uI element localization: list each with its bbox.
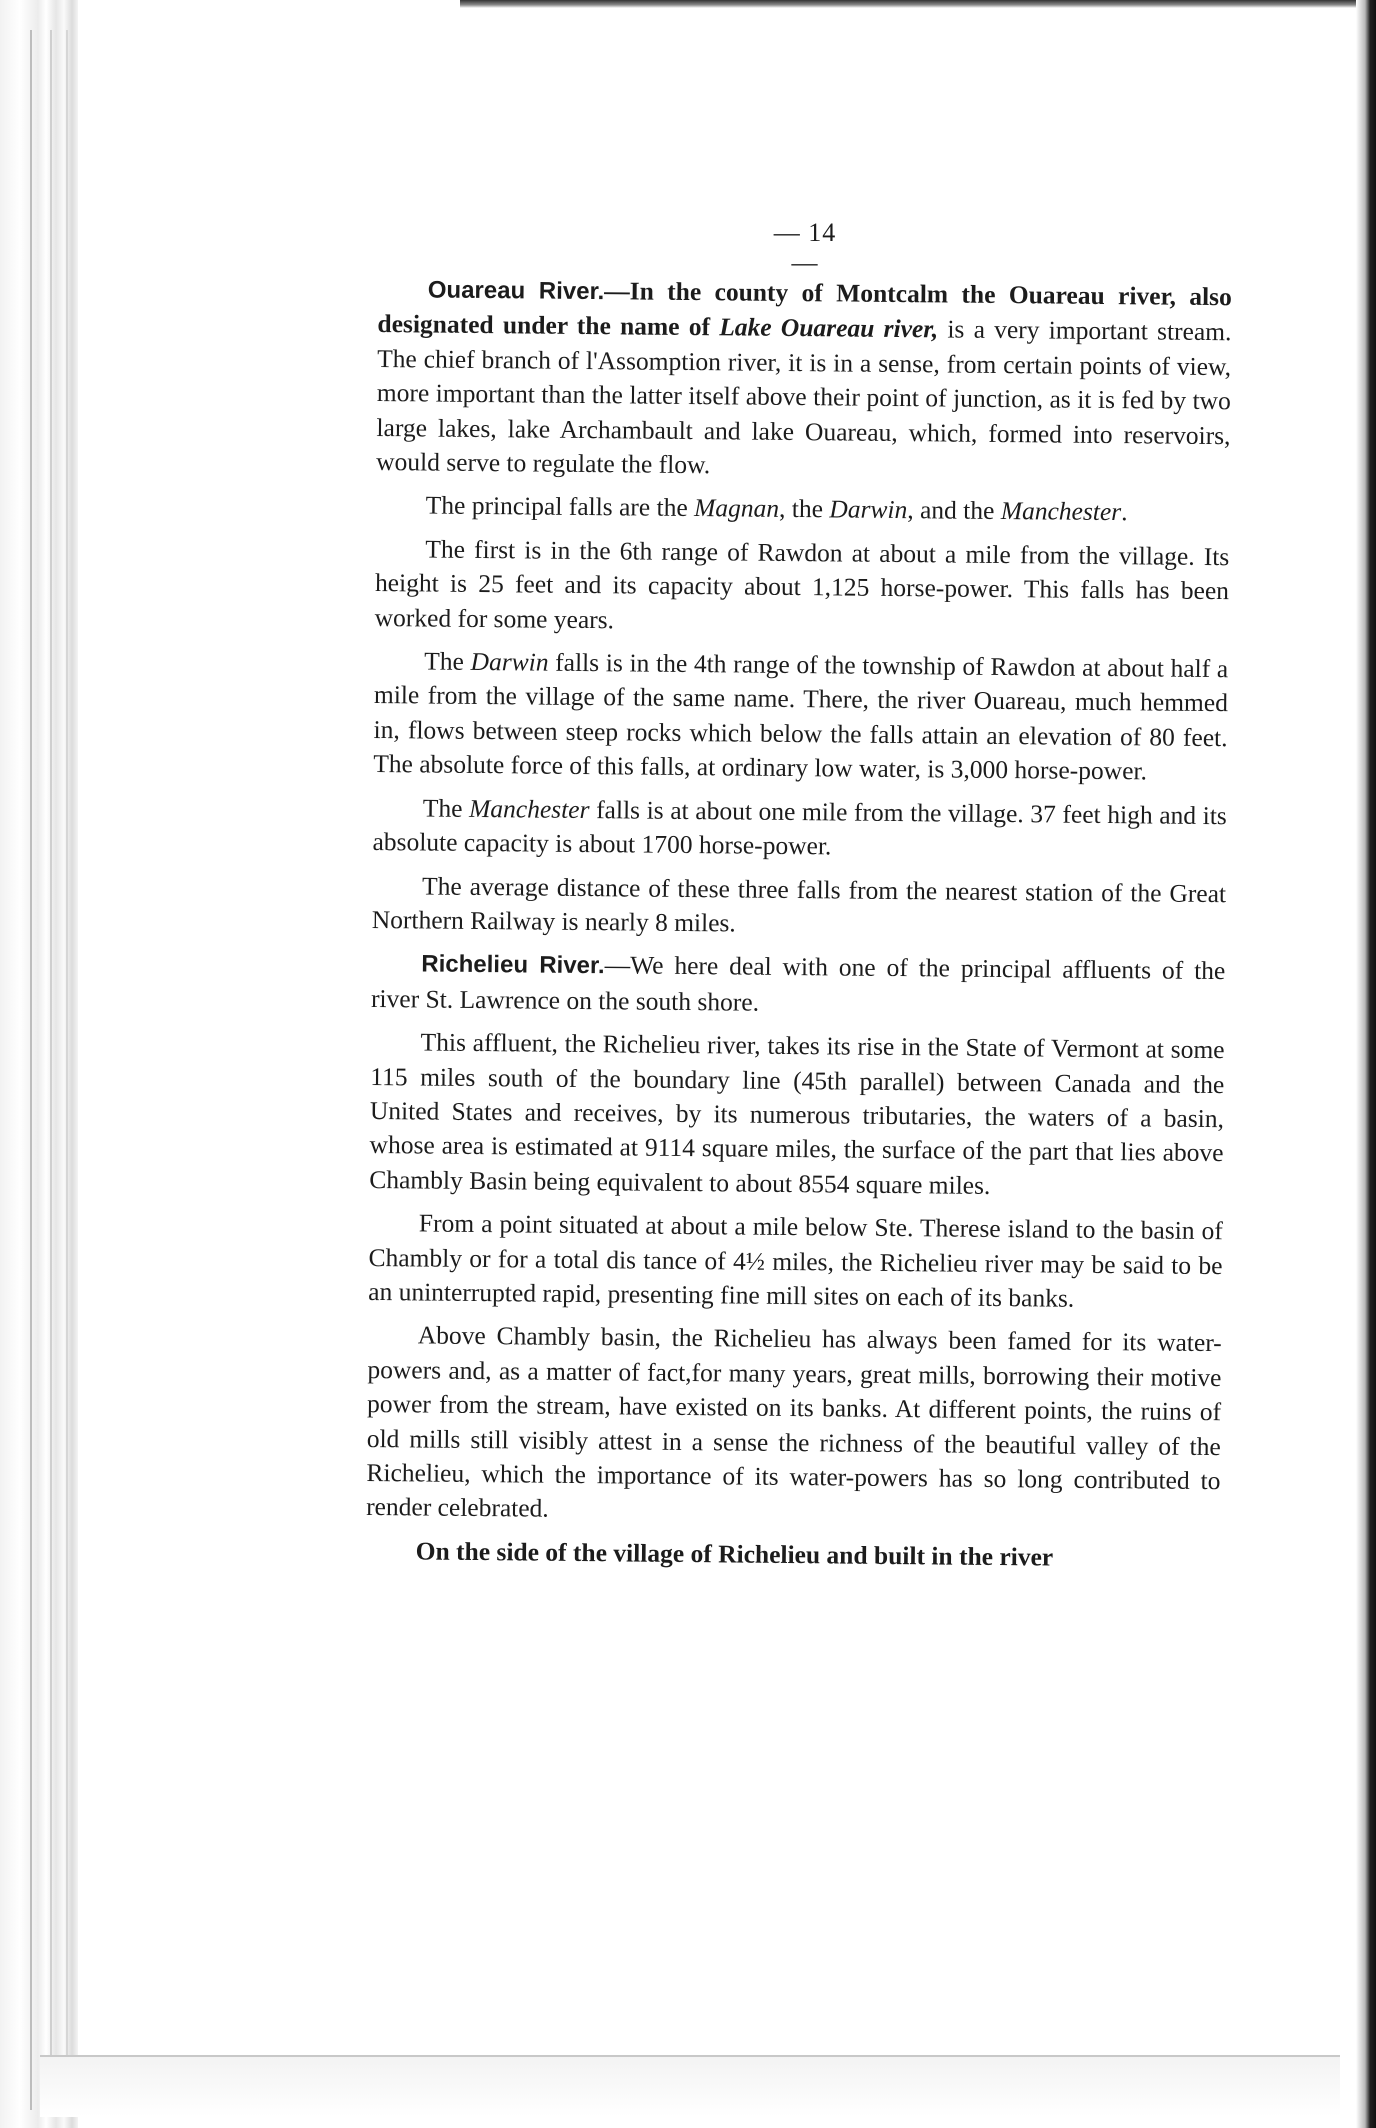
paragraph-text: On the side of the village of Richelieu and built in the river [415, 1536, 1054, 1572]
section-heading-richelieu-river: Richelieu River. [421, 950, 605, 980]
paragraph-rapid [368, 1206, 1223, 1317]
page-edge-line [30, 30, 32, 2110]
paragraph-chambly-basin [366, 1318, 1222, 1533]
paragraph-text: is a very important stream. The chief branch of l'Assomption river, it is in a sense, from certain points of view, more important than the latter itself above their point of junction, as it is fed by two large lakes, lake Archambault and lake Ouareau, which, formed into reservoirs, would serve to regulate the flow. [376, 314, 1232, 480]
paragraph-richelieu-river [371, 946, 1226, 1024]
paragraph-first-falls [375, 532, 1230, 643]
page-number: — 14 — [773, 218, 837, 277]
paragraph-text: The [422, 793, 470, 823]
paragraph-darwin-falls [373, 644, 1228, 790]
paragraph-average-distance [372, 868, 1227, 945]
section-heading-ouareau-river: Ouareau River. [427, 276, 605, 306]
paragraph-principal-falls [376, 488, 1230, 531]
paragraph-ouareau-river [376, 272, 1232, 488]
paragraph-italic-text: Manchester [469, 793, 590, 824]
paragraph-text: falls is in the 4th range of the township of Rawdon at about half a mile from the village of the same name. There, the river Ouareau, much hemmed in, flows between steep rocks which below the falls attain an elevation of 80 feet. The absolute force of this falls, at ordinary low water, is 3,000 horse-power. [373, 647, 1229, 786]
page-bottom-edge [40, 2055, 1340, 2117]
paragraph-text: . [1121, 497, 1128, 527]
paragraph-text: , and the [907, 495, 1001, 526]
paragraph-text: falls is at about one mile from the village. 37 feet high and its absolute capacity is about 1700 horse-power. [372, 794, 1227, 861]
paragraph-text: From a point situated at about a mile below Ste. Therese island to the basin of Chambly or for a total dis tance of 4½ miles, the Richelieu river may be said to be an uninterrupted rapid, presenting fine mill sites on each of its banks. [368, 1208, 1223, 1313]
paragraph-text: This affluent, the Richelieu river, takes its rise in the State of Vermont at some 115 miles south of the boundary line (45th parallel) between Canada and the United States and receives, by its numerous tributaries, the waters of a basin, whose area is estimated at 9114 square miles, the surface of the part that lies above Chambly Basin being equivalent to about 8554 square miles. [369, 1027, 1225, 1200]
paragraph-text: Above Chambly basin, the Richelieu has always been famed for its water-powers and, as a matter of fact,for many years, great mills, borrowing their motive power from the stream, have existed on its banks. At different points, the ruins of old mills still visibly attest in a sense the richness of the beautiful valley of the Richelieu, which the importance of its water-powers has so long contributed to render celebrated. [366, 1320, 1222, 1524]
page-edge-line [50, 30, 52, 2110]
paragraph-richelieu-affluent [369, 1025, 1225, 1205]
paragraph-text: —We here deal with one of the principal affluents of the river St. Lawrence on the south shore. [370, 950, 1226, 1017]
page-edge-line [66, 30, 68, 2110]
paragraph-italic-text: Lake Ouareau river, [719, 312, 939, 344]
paragraph-text: The average distance of these three falls from the nearest station of the Great Northern Railway is nearly 8 miles. [371, 870, 1227, 938]
paragraph-village-richelieu [366, 1534, 1220, 1577]
page-right-edge-shadow [1356, 0, 1376, 2128]
paragraph-text: The principal falls are the [425, 490, 695, 523]
paragraph-text: The [424, 646, 471, 676]
paragraph-manchester-falls [372, 791, 1227, 868]
paragraph-italic-text: Darwin [470, 646, 549, 677]
paragraph-text: —In the county of Montcalm the Ouareau river, also designated under the name of [377, 276, 1232, 342]
body-text [365, 272, 1231, 1585]
paragraph-italic-text: Magnan [693, 493, 780, 524]
paragraph-italic-text: Manchester [1000, 496, 1122, 527]
paragraph-text: , the [778, 494, 830, 524]
paragraph-italic-text: Darwin [829, 494, 908, 525]
paragraph-text: The first is in the 6th range of Rawdon at about a mile from the village. Its height is 25 feet and its capacity about 1,125 horse-power. This falls has been worked for some years. [374, 534, 1230, 634]
page-top-edge-shadow [460, 0, 1376, 8]
